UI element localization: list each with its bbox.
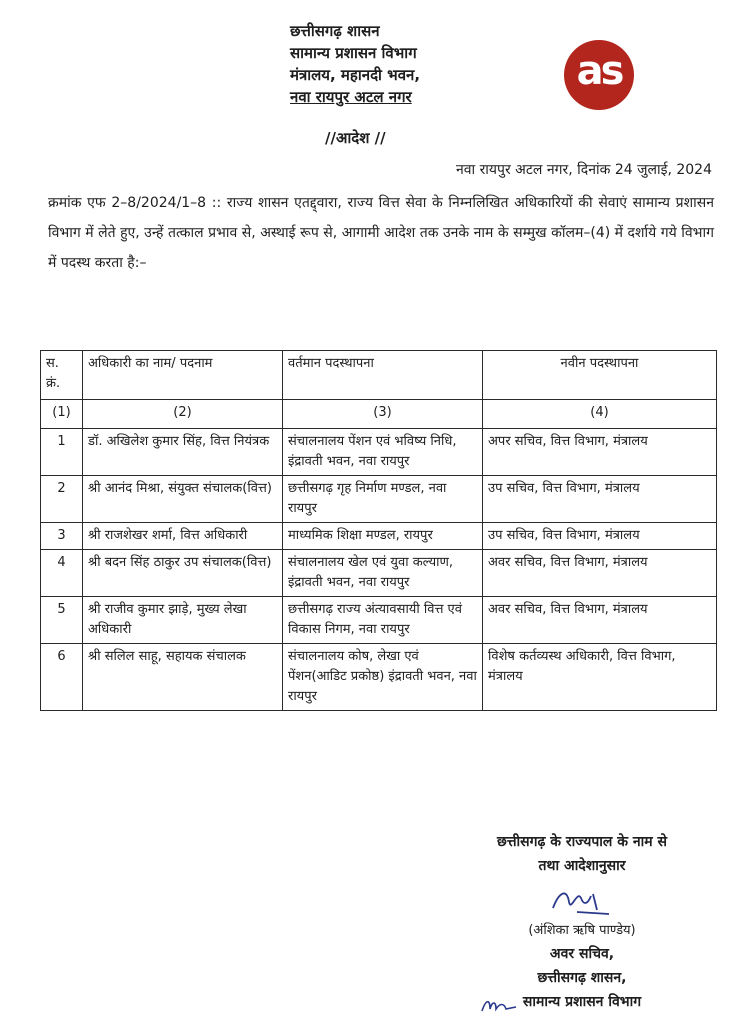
header-serial: स. क्रं. <box>41 351 83 400</box>
authority-line-1: छत्तीसगढ़ के राज्यपाल के नाम से <box>497 834 667 850</box>
table-row <box>41 550 717 597</box>
letterhead <box>290 20 490 108</box>
order-body-paragraph: क्रमांक एफ 2–8/2024/1–8 :: राज्य शासन एतद्द्वारा, राज्य वित्त सेवा के निम्नलिखित अधिकारियों की सेवाएं सामान्य प्रशासन विभाग में लेते हुए, उन्हें तत्काल प्रभाव से, अस्थाई रूप से, आगामी आदेश तक उनके नाम के सम्मुख कॉलम–(4) में दर्शाये गये विभाग में पदस्थ करता है:– <box>48 195 714 271</box>
row-serial: 1 <box>41 429 83 476</box>
column-number: (3) <box>283 400 483 429</box>
row-new-posting: उप सचिव, वित्त विभाग, मंत्रालय <box>483 523 717 550</box>
as-logo: as <box>564 40 634 110</box>
date-line: नवा रायपुर अटल नगर, दिनांक 24 जुलाई, 2024 <box>455 162 712 178</box>
initials-mark <box>478 995 520 1015</box>
row-new-posting: अपर सचिव, वित्त विभाग, मंत्रालय <box>483 429 717 476</box>
order-title: //आदेश // <box>325 129 386 147</box>
table-row <box>41 429 717 476</box>
header-officer-name: अधिकारी का नाम/ पदनाम <box>83 351 283 400</box>
signatory-department: सामान्य प्रशासन विभाग <box>522 994 642 1010</box>
row-current-posting: संचालनालय कोष, लेखा एवं पेंशन(आडिट प्रकोष्ठ) इंद्रावती भवन, नवा रायपुर <box>283 644 483 711</box>
row-current-posting: संचालनालय खेल एवं युवा कल्याण, इंद्रावती भवन, नवा रायपुर <box>283 550 483 597</box>
letterhead-line-1: छत्तीसगढ़ शासन <box>290 22 380 40</box>
table-row <box>41 476 717 523</box>
row-officer: श्री आनंद मिश्रा, संयुक्त संचालक(वित्त) <box>83 476 283 523</box>
row-officer: श्री बदन सिंह ठाकुर उप संचालक(वित्त) <box>83 550 283 597</box>
row-current-posting: संचालनालय पेंशन एवं भविष्य निधि, इंद्रावती भवन, नवा रायपुर <box>283 429 483 476</box>
signatory-designation: अवर सचिव, <box>549 946 615 962</box>
letterhead-line-2: सामान्य प्रशासन विभाग <box>290 44 417 62</box>
posting-table <box>40 350 717 711</box>
signature-block <box>432 830 732 1014</box>
row-serial: 6 <box>41 644 83 711</box>
table-row <box>41 523 717 550</box>
row-officer: डॉ. अखिलेश कुमार सिंह, वित्त नियंत्रक <box>83 429 283 476</box>
row-current-posting: छत्तीसगढ़ गृह निर्माण मण्डल, नवा रायपुर <box>283 476 483 523</box>
letterhead-line-3: मंत्रालय, महानदी भवन, <box>290 66 421 84</box>
row-current-posting: माध्यमिक शिक्षा मण्डल, रायपुर <box>283 523 483 550</box>
row-new-posting: अवर सचिव, वित्त विभाग, मंत्रालय <box>483 550 717 597</box>
column-number-row <box>41 400 717 429</box>
table-header-row <box>41 351 717 400</box>
row-officer: श्री राजीव कुमार झाड़े, मुख्य लेखा अधिकारी <box>83 597 283 644</box>
row-new-posting: उप सचिव, वित्त विभाग, मंत्रालय <box>483 476 717 523</box>
authority-line-2: तथा आदेशानुसार <box>538 858 626 874</box>
row-new-posting: विशेष कर्तव्यस्थ अधिकारी, वित्त विभाग, मंत्रालय <box>483 644 717 711</box>
header-new-posting: नवीन पदस्थापना <box>483 351 717 400</box>
table-row <box>41 644 717 711</box>
signatory-name: (अंशिका ऋषि पाण्डेय) <box>528 923 636 938</box>
signatory-office: छत्तीसगढ़ शासन, <box>537 970 627 986</box>
header-current-posting: वर्तमान पदस्थापना <box>283 351 483 400</box>
column-number: (4) <box>483 400 717 429</box>
row-officer: श्री राजशेखर शर्मा, वित्त अधिकारी <box>83 523 283 550</box>
table-row <box>41 597 717 644</box>
row-officer: श्री सलिल साहू, सहायक संचालक <box>83 644 283 711</box>
row-serial: 3 <box>41 523 83 550</box>
signature-scribble <box>547 884 617 918</box>
row-serial: 4 <box>41 550 83 597</box>
row-current-posting: छत्तीसगढ़ राज्य अंत्यावसायी वित्त एवं विकास निगम, नवा रायपुर <box>283 597 483 644</box>
row-serial: 5 <box>41 597 83 644</box>
letterhead-line-4: नवा रायपुर अटल नगर <box>290 88 412 106</box>
row-new-posting: अवर सचिव, वित्त विभाग, मंत्रालय <box>483 597 717 644</box>
column-number: (1) <box>41 400 83 429</box>
row-serial: 2 <box>41 476 83 523</box>
column-number: (2) <box>83 400 283 429</box>
